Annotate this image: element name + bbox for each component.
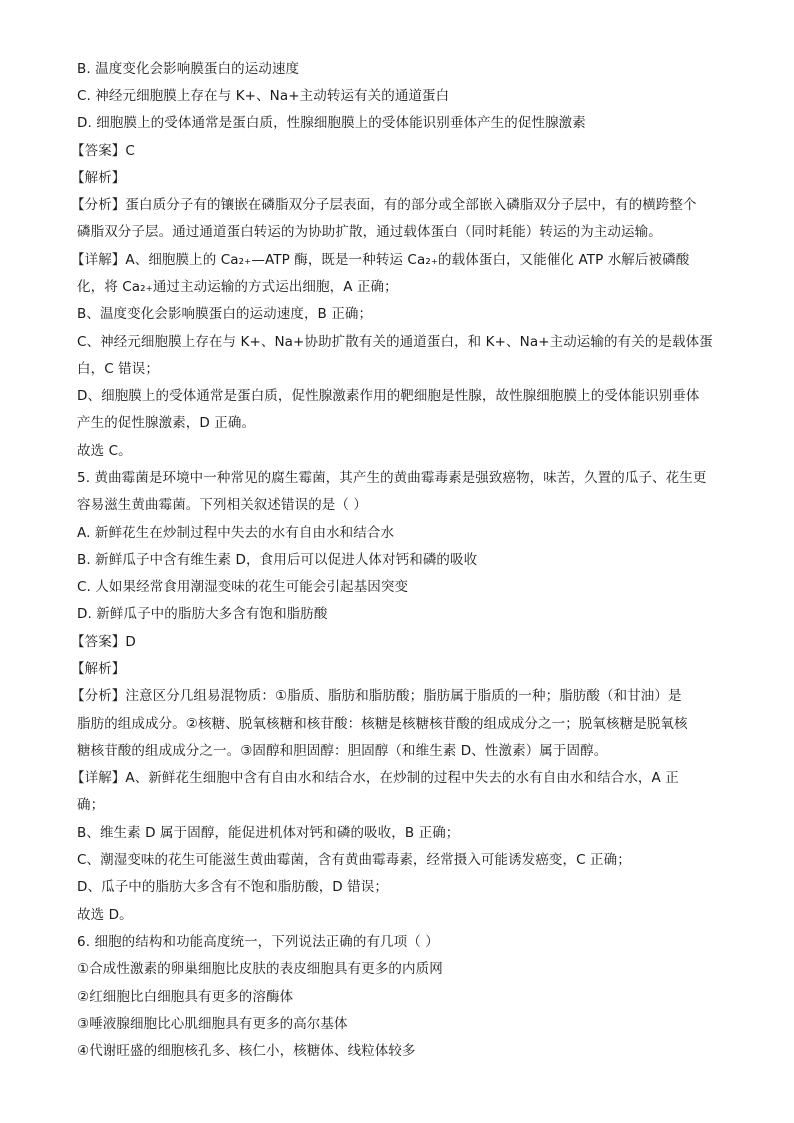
text-line: D、细胞膜上的受体通常是蛋白质，促性腺激素作用的靶细胞是性腺，故性腺细胞膜上的受体能识别垂体	[77, 388, 700, 404]
text-line: 【答案】C	[71, 143, 135, 159]
text-line: C. 神经元细胞膜上存在与 K+、Na+主动转运有关的通道蛋白	[77, 88, 450, 104]
text-line: 【详解】A、细胞膜上的 Ca₂₊—ATP 酶，既是一种转运 Ca₂₊的载体蛋白，又能催化 ATP 水解后被磷酸	[71, 252, 690, 268]
text-line: 【解析】	[71, 661, 126, 677]
text-line: 6. 细胞的结构和功能高度统一，下列说法正确的有几项（ ）	[77, 934, 439, 950]
text-line: 确；	[77, 797, 105, 813]
text-line: 【分析】蛋白质分子有的镶嵌在磷脂双分子层表面，有的部分或全部嵌入磷脂双分子层中，有的横跨整个	[71, 197, 697, 213]
text-line: 【解析】	[71, 170, 126, 186]
text-line: 化，将 Ca₂₊通过主动运输的方式运出细胞，A 正确；	[77, 279, 398, 295]
text-line: 糖核苷酸的组成成分之一。③固醇和胆固醇：胆固醇（和维生素 D、性激素）属于固醇。	[77, 743, 608, 759]
text-line: B、维生素 D 属于固醇，能促进机体对钙和磷的吸收，B 正确；	[77, 825, 460, 841]
text-line: 故选 D。	[77, 907, 133, 923]
text-line: B. 新鲜瓜子中含有维生素 D，食用后可以促进人体对钙和磷的吸收	[77, 552, 478, 568]
text-line: B. 温度变化会影响膜蛋白的运动速度	[77, 61, 300, 77]
text-line: ④代谢旺盛的细胞核孔多、核仁小，核糖体、线粒体较多	[77, 1043, 416, 1059]
text-line: 故选 C。	[77, 443, 132, 459]
text-line: 【详解】A、新鲜花生细胞中含有自由水和结合水，在炒制的过程中失去的水有自由水和结合水，A 正	[71, 770, 679, 786]
text-line: 【答案】D	[71, 634, 136, 650]
text-line: D. 新鲜瓜子中的脂肪大多含有饱和脂肪酸	[77, 606, 328, 622]
text-line: 容易滋生黄曲霉菌。下列相关叙述错误的是（ ）	[77, 497, 367, 513]
text-line: C. 人如果经常食用潮湿变味的花生可能会引起基因突变	[77, 579, 409, 595]
text-line: C、神经元细胞膜上存在与 K+、Na+协助扩散有关的通道蛋白，和 K+、Na+主动运输的有关的是载体蛋	[77, 334, 713, 350]
text-line: 磷脂双分子层。通过通道蛋白转运的为协助扩散，通过载体蛋白（同时耗能）转运的为主动运输。	[77, 224, 662, 240]
text-line: B、温度变化会影响膜蛋白的运动速度，B 正确；	[77, 306, 373, 322]
text-line: D、瓜子中的脂肪大多含有不饱和脂肪酸，D 错误；	[77, 879, 388, 895]
text-line: 【分析】注意区分几组易混物质：①脂质、脂肪和脂肪酸；脂肪属于脂质的一种；脂肪酸（和甘油）是	[71, 688, 682, 704]
text-line: 白，C 错误；	[77, 361, 159, 377]
text-line: 脂肪的组成成分。②核糖、脱氧核糖和核苷酸：核糖是核糖核苷酸的组成成分之一；脱氧核糖是脱氧核	[77, 716, 688, 732]
text-line: ②红细胞比白细胞具有更多的溶酶体	[77, 989, 294, 1005]
text-line: C、潮湿变味的花生可能滋生黄曲霉菌，含有黄曲霉毒素，经常摄入可能诱发癌变，C 正确；	[77, 852, 631, 868]
text-line: 产生的促性腺激素，D 正确。	[77, 415, 256, 431]
text-line: ③唾液腺细胞比心肌细胞具有更多的高尔基体	[77, 1016, 348, 1032]
text-line: 5. 黄曲霉菌是环境中一种常见的腐生霉菌，其产生的黄曲霉毒素是强致癌物，味苦，久置的瓜子、花生更	[77, 470, 707, 486]
text-line: A. 新鲜花生在炒制过程中失去的水有自由水和结合水	[77, 525, 395, 541]
text-line: ①合成性激素的卵巢细胞比皮肤的表皮细胞具有更多的内质网	[77, 961, 443, 977]
text-line: D. 细胞膜上的受体通常是蛋白质，性腺细胞膜上的受体能识别垂体产生的促性腺激素	[77, 115, 586, 131]
